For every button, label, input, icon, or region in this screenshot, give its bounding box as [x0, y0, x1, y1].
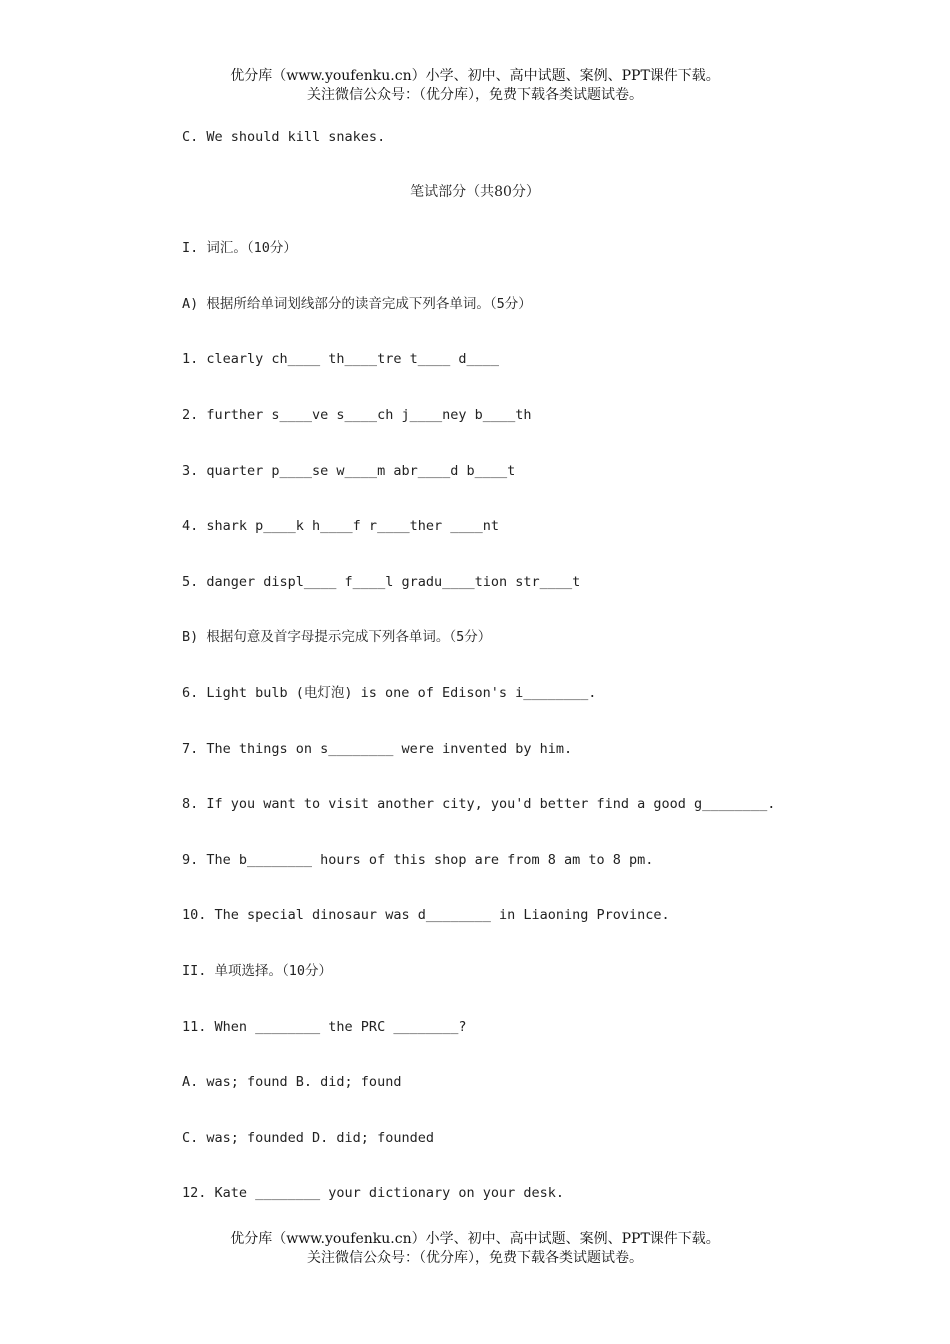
question-12: 12. Kate ________ your dictionary on your desk. — [182, 1185, 565, 1201]
question-11-options-cd: C. was; founded D. did; founded — [182, 1130, 434, 1146]
question-11: 11. When ________ the PRC ________? — [182, 1019, 467, 1035]
header-line-2: 关注微信公众号：（优分库），免费下载各类试题试卷。 — [307, 87, 643, 103]
question-2: 2. further s____ve s____ch j____ney b____th — [182, 407, 532, 423]
previous-option-c: C. We should kill snakes. — [182, 129, 386, 145]
question-4: 4. shark p____k h____f r____ther ____nt — [182, 518, 499, 534]
footer-line-1: 优分库（www.youfenku.cn）小学、初中、高中试题、案例、PPT课件下载。 — [230, 1231, 720, 1247]
question-8: 8. If you want to visit another city, you'd better find a good g________. — [182, 796, 776, 812]
footer-line-2: 关注微信公众号：（优分库），免费下载各类试题试卷。 — [307, 1250, 643, 1266]
question-6: 6. Light bulb (电灯泡) is one of Edison's i________. — [182, 685, 597, 701]
question-9: 9. The b________ hours of this shop are from 8 am to 8 pm. — [182, 852, 654, 868]
part-1-title: I. 词汇。（10分） — [182, 240, 297, 256]
question-3: 3. quarter p____se w____m abr____d b____t — [182, 463, 516, 479]
part-1a-title: A) 根据所给单词划线部分的读音完成下列各单词。（5分） — [182, 296, 532, 312]
question-7: 7. The things on s________ were invented by him. — [182, 741, 573, 757]
header-line-1: 优分库（www.youfenku.cn）小学、初中、高中试题、案例、PPT课件下载。 — [230, 68, 720, 84]
question-1: 1. clearly ch____ th____tre t____ d____ — [182, 351, 499, 367]
question-5: 5. danger displ____ f____l gradu____tion str____t — [182, 574, 581, 590]
question-10: 10. The special dinosaur was d________ in Liaoning Province. — [182, 907, 670, 923]
question-11-options-ab: A. was; found B. did; found — [182, 1074, 402, 1090]
part-1b-title: B) 根据句意及首字母提示完成下列各单词。（5分） — [182, 629, 492, 645]
section-title: 笔试部分（共80分） — [410, 184, 540, 200]
part-2-title: II. 单项选择。（10分） — [182, 963, 333, 979]
